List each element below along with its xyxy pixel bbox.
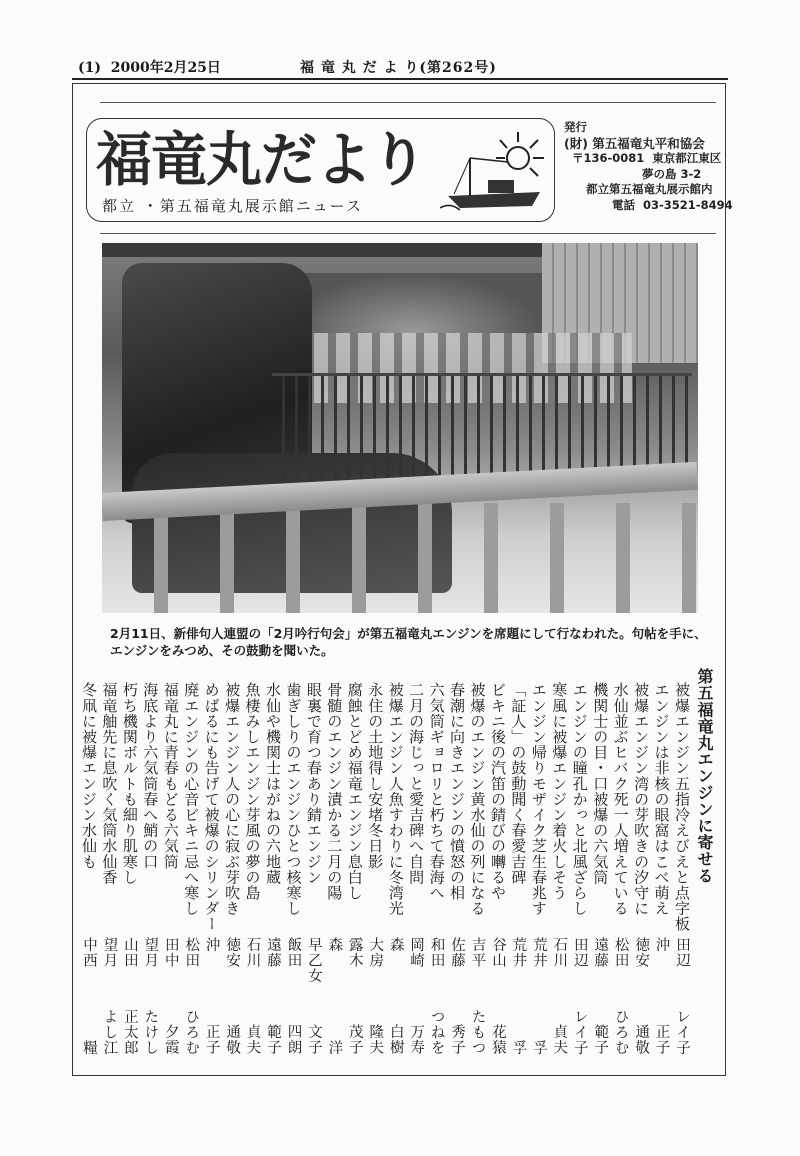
author-given-name: たもつ xyxy=(469,1008,486,1055)
author-surname: 佐藤 xyxy=(449,937,466,968)
author-surname: 谷山 xyxy=(489,937,506,968)
header-rule xyxy=(72,78,728,80)
author-given-name: 文子 xyxy=(305,1024,322,1055)
haiku-poem: 被爆エンジン人の心に寂ぶ芽吹き xyxy=(223,682,242,916)
author-given-name: 貞夫 xyxy=(244,1024,261,1055)
author-given-name: 貞夫 xyxy=(551,1024,568,1055)
address-line-2: 夢の島 3-2 xyxy=(642,166,702,181)
masthead-title: 福竜丸だより xyxy=(96,126,426,195)
author-surname: 荒井 xyxy=(530,937,547,968)
front-railing xyxy=(102,503,698,613)
author-given-name: 茂子 xyxy=(346,1024,363,1055)
address-line-1: 〒136-0081 東京都江東区 xyxy=(572,151,722,165)
author-given-name: ひろむ xyxy=(183,1008,200,1055)
haiku-poem: 廃エンジンの心音ビキニ忌へ寒し xyxy=(182,682,201,916)
masthead-subtitle: 都立 ・第五福竜丸展示館ニュース xyxy=(102,197,364,215)
author-surname: 中西 xyxy=(80,937,97,968)
author-surname: 早乙女 xyxy=(305,937,322,984)
haiku-author xyxy=(161,937,181,1055)
haiku-author xyxy=(427,937,447,1055)
haiku-poem: 歯ぎしりのエンジンひとつ核寒し xyxy=(284,682,303,916)
author-surname: 石川 xyxy=(551,937,568,968)
haiku-poem: 被爆エンジン湾の芽吹きの汐守に xyxy=(632,682,651,916)
haiku-poem: 眼裏で育つ春あり錆エンジン xyxy=(304,682,323,885)
author-surname: 徳安 xyxy=(224,937,241,968)
author-surname: 徳安 xyxy=(633,937,650,968)
author-surname: 岡崎 xyxy=(408,937,425,968)
haiku-poem: 機関士の目・口被爆の六気筒 xyxy=(591,682,610,885)
haiku-poem: 海底より六気筒春へ鮹の口 xyxy=(141,682,160,870)
haiku-author xyxy=(243,937,263,1055)
author-surname: 森 xyxy=(326,937,343,953)
haiku-author xyxy=(549,937,569,1055)
author-given-name: レイ子 xyxy=(674,1008,690,1055)
roof-beam xyxy=(102,243,542,257)
author-given-name: つねを xyxy=(428,1008,445,1055)
publisher-info xyxy=(564,120,733,213)
author-given-name: 正子 xyxy=(653,1024,670,1055)
author-surname: 望月 xyxy=(142,937,159,968)
ship-sun-logo-icon xyxy=(440,128,550,213)
haiku-author xyxy=(324,937,344,1055)
haiku-poem: エンジンは非核の眼窩はこべ萌え xyxy=(652,682,671,916)
haiku-poem: 冬凧に被爆エンジン水仙も xyxy=(79,682,98,870)
author-surname: 森 xyxy=(387,937,404,953)
haiku-author xyxy=(222,937,242,1055)
haiku-poem: 春潮に向きエンジンの憤怒の相 xyxy=(448,682,467,901)
haiku-poem: 水仙並ぶヒバク死一人増えている xyxy=(611,682,630,916)
haiku-poem: エンジン帰りモザイク芝生春兆す xyxy=(529,682,548,916)
haiku-poem: 永住の土地得し安堵冬日影 xyxy=(366,682,385,870)
haiku-author xyxy=(406,937,426,1055)
author-surname: 遠藤 xyxy=(265,937,281,968)
photo-caption: 2月11日、新俳句人連盟の「2月吟行句会」が第五福竜丸エンジンを席題にして行なわれた。句帖を手に、エンジンをみつめ、その鼓動を聞いた。 xyxy=(110,626,707,658)
haiku-author xyxy=(611,937,631,1055)
haiku-author xyxy=(283,937,303,1055)
haiku-section-title: 第五福竜丸エンジンに寄せる xyxy=(695,668,714,884)
author-given-name: たけし xyxy=(142,1008,159,1055)
phone-number: 電話 03-3521-8494 xyxy=(612,197,733,212)
haiku-poem: 朽ち機関ボルトも細り肌寒し xyxy=(120,682,139,885)
publisher-label: 発行 xyxy=(564,120,587,134)
haiku-author xyxy=(304,937,324,1055)
haiku-author xyxy=(120,937,140,1055)
author-given-name: よし江 xyxy=(101,1008,118,1055)
haiku-author xyxy=(672,937,692,1055)
haiku-poem: 被爆エンジン五指冷えびえと点字板 xyxy=(673,682,691,932)
author-given-name: 孚 xyxy=(510,1039,527,1055)
haiku-author xyxy=(99,937,119,1055)
haiku-poem: 六気筒ギョロリと朽ちて春海へ xyxy=(427,682,446,901)
haiku-poem: 被爆エンジン人魚すわりに冬湾光 xyxy=(386,682,405,916)
haiku-poem: めばるにも告げて被爆のシリンダー xyxy=(202,682,221,932)
haiku-author xyxy=(447,937,467,1055)
author-surname: 松田 xyxy=(183,937,200,968)
haiku-poem: 福竜丸に青春もどる六気筒 xyxy=(161,682,180,870)
author-given-name: 通敬 xyxy=(633,1024,650,1055)
author-surname: 沖 xyxy=(203,937,220,953)
author-given-name: 正太郎 xyxy=(121,1008,138,1055)
haiku-author xyxy=(631,937,651,1055)
author-given-name: 隆夫 xyxy=(367,1024,384,1055)
author-given-name: 範子 xyxy=(265,1024,281,1055)
author-given-name: 花猿 xyxy=(489,1024,506,1055)
author-surname: 大房 xyxy=(367,937,384,968)
address-line-3: 都立第五福竜丸展示館内 xyxy=(586,182,713,196)
author-given-name: 白樹 xyxy=(387,1024,404,1055)
haiku-author xyxy=(181,937,201,1055)
author-surname: 望月 xyxy=(101,937,118,968)
haiku-poem: 福竜舳先に息吹く気筒水仙香 xyxy=(100,682,119,885)
haiku-author xyxy=(79,937,99,1055)
haiku-poem: 水仙や機関士はがねの六地蔵 xyxy=(264,682,282,885)
author-surname: 田中 xyxy=(162,937,179,968)
page-number-date: (1) 2000年2月25日 xyxy=(78,60,221,76)
haiku-poem: ビキニ後の汽笛の錆びの囀るや xyxy=(488,682,507,901)
haiku-poem: 寒風に被爆エンジン着火しそう xyxy=(550,682,569,901)
haiku-author xyxy=(468,937,488,1055)
engine-photo xyxy=(102,243,698,613)
haiku-author xyxy=(263,937,283,1055)
author-surname: 荒井 xyxy=(510,937,527,968)
haiku-author xyxy=(365,937,385,1055)
haiku-author xyxy=(386,937,406,1055)
author-surname: 沖 xyxy=(653,937,670,953)
haiku-author xyxy=(345,937,365,1055)
author-surname: 吉平 xyxy=(469,937,486,968)
author-surname: 山田 xyxy=(121,937,138,968)
author-given-name: 洋 xyxy=(326,1039,343,1055)
newsletter-issue: 福 竜 丸 だ よ り(第262号) xyxy=(300,60,497,76)
author-surname: 田辺 xyxy=(674,937,690,968)
author-given-name: 範子 xyxy=(592,1024,609,1055)
haiku-author xyxy=(488,937,508,1055)
author-given-name: 万寿 xyxy=(408,1024,425,1055)
author-given-name: 四朗 xyxy=(285,1024,302,1055)
author-surname: 飯田 xyxy=(285,937,302,968)
haiku-poem: エンジンの瞳孔かっと北風ざらし xyxy=(570,682,589,916)
haiku-poem: 骨髄のエンジン漬かる二月の陽 xyxy=(325,682,344,901)
author-given-name: 夕霞 xyxy=(162,1024,179,1055)
author-surname: 田辺 xyxy=(571,937,588,968)
haiku-poem: 被爆のエンジン黄水仙の列になる xyxy=(468,682,487,916)
author-surname: 露木 xyxy=(346,937,363,968)
author-surname: 石川 xyxy=(244,937,261,968)
publisher-name: (財) 第五福竜丸平和協会 xyxy=(564,135,705,151)
haiku-author xyxy=(652,937,672,1055)
author-given-name: ひろむ xyxy=(612,1008,629,1055)
haiku-author xyxy=(508,937,528,1055)
haiku-author xyxy=(140,937,160,1055)
haiku-poem: 二月の海じっと愛吉碑へ自問 xyxy=(407,682,426,885)
author-given-name: 糧 xyxy=(80,1039,97,1055)
author-given-name: 秀子 xyxy=(449,1024,466,1055)
author-surname: 和田 xyxy=(428,937,445,968)
author-surname: 松田 xyxy=(612,937,629,968)
photo-rule xyxy=(100,233,716,234)
haiku-author xyxy=(590,937,610,1055)
author-given-name: 正子 xyxy=(203,1024,220,1055)
haiku-poem: 魚棲みしエンジン芽風の夢の島 xyxy=(243,682,262,901)
haiku-author xyxy=(570,937,590,1055)
author-surname: 遠藤 xyxy=(592,937,609,968)
haiku-poem: 腐蝕とどめ福竜エンジン息白し xyxy=(345,682,364,901)
author-given-name: 孚 xyxy=(530,1039,547,1055)
haiku-poem: 「証人」の鼓動聞く春愛吉碑 xyxy=(509,682,528,885)
inner-rule xyxy=(100,102,716,103)
author-given-name: レイ子 xyxy=(571,1008,588,1055)
haiku-author xyxy=(202,937,222,1055)
haiku-author xyxy=(529,937,549,1055)
author-given-name: 通敬 xyxy=(224,1024,241,1055)
